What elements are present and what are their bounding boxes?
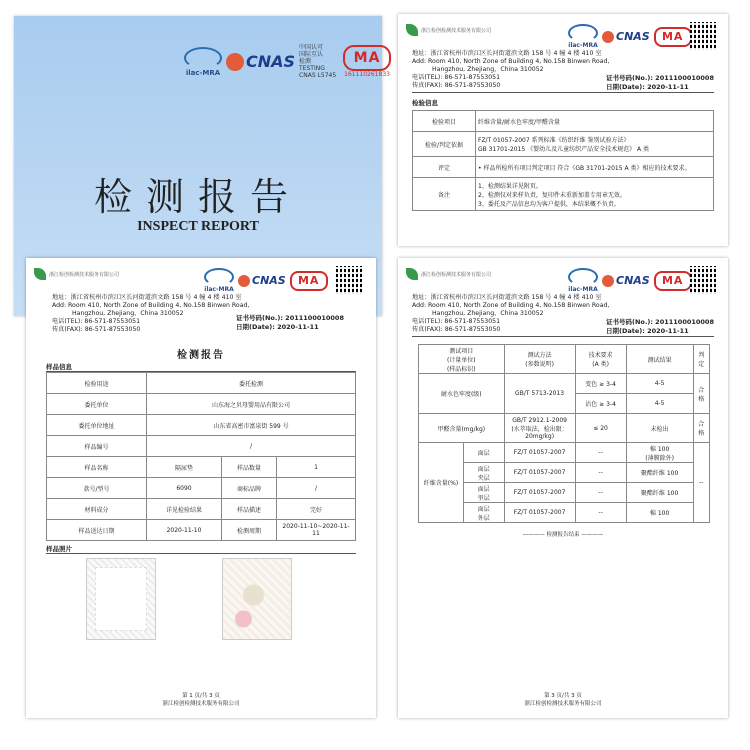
- table-header-row: 测试项目 (计量单位) (样品标识) 测试方法 (参数说明) 技术要求 (A 类) 测试结果 判定: [419, 345, 710, 374]
- cnas-mark-icon: [226, 53, 244, 71]
- cover-subtitle: INSPECT REPORT: [137, 219, 259, 234]
- table-row: 委托单位地址 山东省高密市富泉街 599 号: [47, 415, 356, 436]
- page-footer: 第 3 页/共 3 页 浙江检创检测技术服务有限公司: [524, 693, 602, 707]
- cnas-logo: CNAS: [238, 274, 286, 287]
- page-footer: 第 1 页/共 3 页 浙江检创检测技术服务有限公司: [162, 693, 240, 707]
- report-end-note: ———— 检测报告结束 ————: [522, 532, 604, 538]
- header-address: 地址：浙江省杭州市滨江区长河街道滨文路 158 号 4 幢 4 楼 410 室 Add: Room 410, North Zone of Building 4, No.158 Binwen Road, Hangzhou, Zhejiang，China 310052 电话(TEL): 86-571-87553051 传真(FAX): 86-571-87553050: [412, 294, 610, 333]
- certificate-info: 证书号码(No.): 2011100010008 日期(Date): 2020-11-11: [606, 318, 714, 335]
- table-row: 款号/型号 6090 商标品牌 /: [47, 478, 356, 499]
- header-address: 地址：浙江省杭州市滨江区长河街道滨文路 158 号 4 幢 4 楼 410 室 Add: Room 410, North Zone of Building 4, No.158 Binwen Road, Hangzhou, Zhejiang，China 310052 电话(TEL): 86-571-87553051 传真(FAX): 86-571-87553050: [412, 50, 610, 89]
- header-logos: [568, 24, 692, 49]
- globe-icon: [568, 268, 598, 286]
- table-row: 材料成分 详见检验结果 样品描述 完好: [47, 499, 356, 520]
- company-logo: 浙江检创检测技术服务有限公司: [406, 24, 491, 36]
- table-row: 面层 里层 FZ/T 01057-2007 -- 聚酯纤维 100: [419, 483, 710, 503]
- cnas-logo: CNAS: [602, 274, 650, 287]
- table-row: 检验/判定依据 FZ/T 01057-2007 系列标准《纺织纤维 鉴别试验方法》 GB 31701-2015 《婴幼儿及儿童纺织产品安全技术规范》 A 类: [413, 132, 714, 157]
- section-title-sample-photo: 样品照片: [46, 545, 72, 553]
- table-row: 耐水色牢度(级) GB/T 5713-2013 变色 ≥ 3-4 4-5 合格: [419, 374, 710, 394]
- table-row: 委托单位 山东海之贝母婴用品有限公司: [47, 394, 356, 415]
- company-logo: 浙江检创检测技术服务有限公司: [34, 268, 119, 280]
- qr-code-icon: [690, 266, 718, 294]
- inspection-info-table: [412, 110, 714, 211]
- qr-code-icon: [336, 266, 364, 294]
- table-row: 备注 1、检测结果详见附页。 2、检测仅对来样负责，复印件未重新加盖专用章无效。 3、委托及产品信息均为客户提供，本结果概不负责。: [413, 178, 714, 211]
- cma-logo: MA: [654, 271, 692, 291]
- globe-icon: [568, 24, 598, 42]
- sample-photo-front: [86, 558, 156, 640]
- report-page-1: [26, 258, 376, 718]
- sample-info-table: [46, 372, 356, 541]
- test-results-table: [418, 344, 710, 523]
- cma-logo: MA: [290, 271, 328, 291]
- table-row: 样品名称 隔尿垫 样品数量 1: [47, 457, 356, 478]
- leaf-icon: [34, 268, 46, 280]
- cnas-mark-icon: [602, 275, 614, 287]
- cover-title: 检测报告: [93, 175, 302, 219]
- divider: [412, 92, 714, 93]
- cover-logos: [184, 44, 391, 79]
- cma-logo: MA: [654, 27, 692, 47]
- report-page-2: [398, 14, 728, 246]
- accreditation-text: 中国认可 国际互认 检测 TESTING CNAS L5745: [299, 44, 337, 79]
- table-row: 沾色 ≥ 3-4 4-5: [419, 394, 710, 414]
- certificate-info: 证书号码(No.): 2011100010008 日期(Date): 2020-11-11: [606, 74, 714, 91]
- table-row: 甲醛含量(mg/kg) GB/T 2912.1-2009 (水萃取法，检出限： 20mg/kg) ≤ 20 未检出 合格: [419, 414, 710, 443]
- table-row: 面层 外层 FZ/T 01057-2007 -- 棉 100: [419, 503, 710, 523]
- qr-code-icon: [690, 22, 718, 50]
- ilac-mra-logo: ilac-MRA: [568, 24, 598, 49]
- section-title: 检验信息: [412, 99, 438, 107]
- header-address: 地址：浙江省杭州市滨江区长河街道滨文路 158 号 4 幢 4 楼 410 室 Add: Room 410, North Zone of Building 4, No.158 Binwen Road, Hangzhou, Zhejiang，China 310052 电话(TEL): 86-571-87553051 传真(FAX): 86-571-87553050: [52, 294, 250, 333]
- cnas-logo: CNAS: [226, 52, 295, 71]
- table-row: 检验用途 委托检测: [47, 373, 356, 394]
- page-title: 检测报告: [177, 350, 225, 361]
- section-title-sample-info: 样品信息: [46, 363, 72, 371]
- cnas-mark-icon: [602, 31, 614, 43]
- table-row: 面层 夹层 FZ/T 01057-2007 -- 聚酯纤维 100: [419, 463, 710, 483]
- header-logos: [204, 268, 328, 293]
- ilac-mra-logo: ilac-MRA: [184, 47, 222, 77]
- cnas-mark-icon: [238, 275, 250, 287]
- divider: [412, 336, 714, 337]
- certificate-info: 证书号码(No.): 2011100010008 日期(Date): 2020-11-11: [236, 314, 344, 331]
- leaf-icon: [406, 24, 418, 36]
- ilac-mra-logo: ilac-MRA: [568, 268, 598, 293]
- leaf-icon: [406, 268, 418, 280]
- globe-icon: [204, 268, 234, 286]
- ilac-mra-logo: ilac-MRA: [204, 268, 234, 293]
- pad-texture: [95, 567, 147, 631]
- globe-icon: [184, 47, 222, 69]
- company-logo: 浙江检创检测技术服务有限公司: [406, 268, 491, 280]
- report-page-3: [398, 258, 728, 718]
- sample-photo-back: [222, 558, 292, 640]
- divider: [46, 553, 356, 554]
- table-row: 样品编号 /: [47, 436, 356, 457]
- table-row: 检验项目 纤维含量/耐水色牢度/甲醛含量: [413, 111, 714, 132]
- cma-logo: MA 161110261833: [343, 45, 391, 78]
- table-row: 评定 • 样品所检所有项目判定项目 符合《GB 31701-2015 A 类》相应的技术要求。: [413, 157, 714, 178]
- table-row: 样品送达日期 2020-11-10 检测周期 2020-11-10~2020-11-11: [47, 520, 356, 541]
- table-row: 纤维含量(%) 面层 FZ/T 01057-2007 -- 棉 100 (薄膜除外) --: [419, 443, 710, 463]
- header-logos: [568, 268, 692, 293]
- cnas-logo: CNAS: [602, 30, 650, 43]
